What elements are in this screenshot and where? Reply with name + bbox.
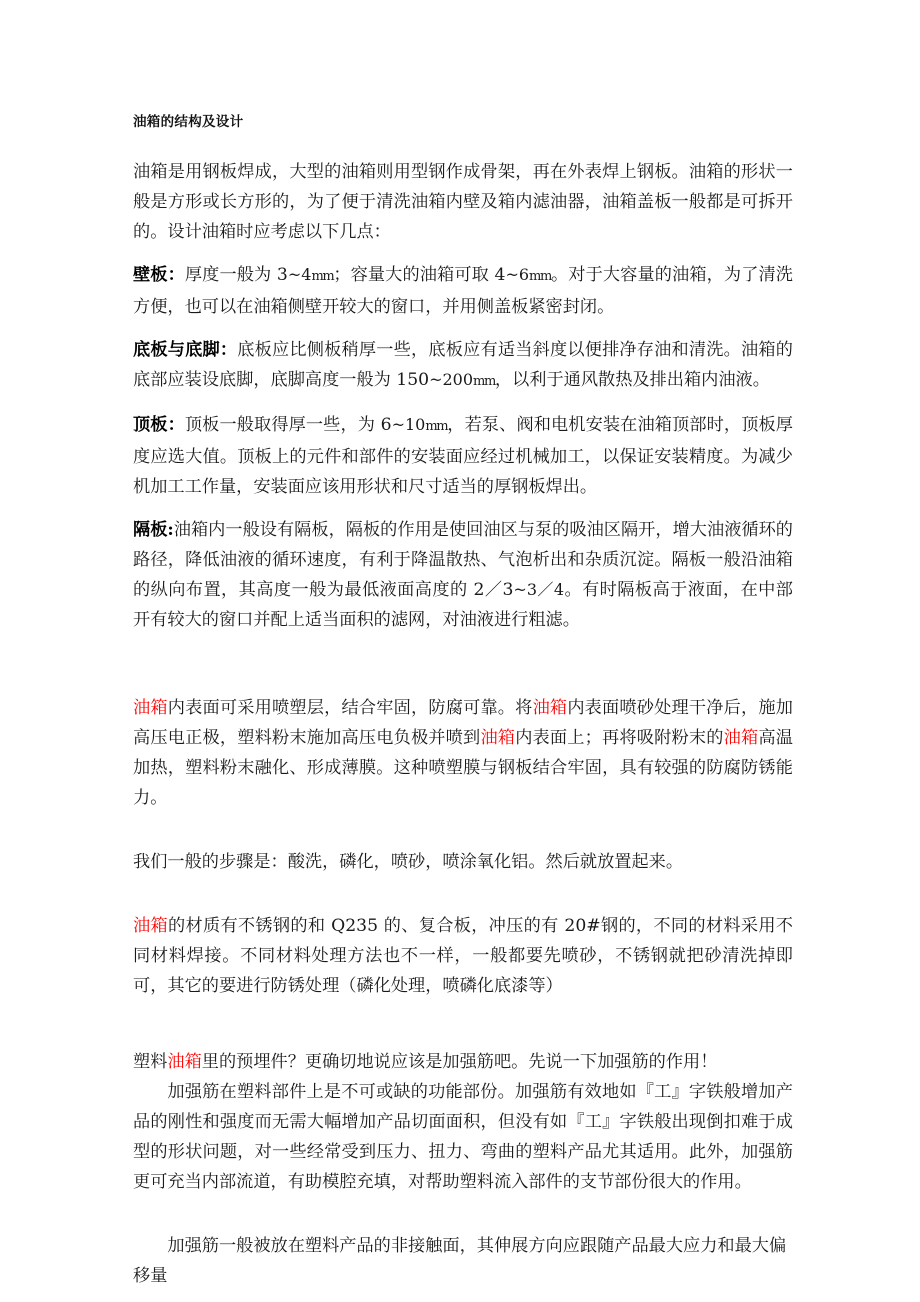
highlight-term: 油箱: [480, 728, 516, 748]
text-run: 内表面上；再将吸附粉末的: [515, 728, 724, 748]
rib-paragraph-1: 加强筋在塑料部件上是不可或缺的功能部份。加强筋有效地如『工』字铁般增加产品的刚性和强度而无需大幅增加产品切面面积，但没有如『工』字铁般出现倒扣难于成型的形状问题，对一些经常受到压力、扭力、弯曲的塑料产品尤其适用。此外，加强筋更可充当内部流道，有助模腔充填，对帮助塑料流入部件的支节部份很大的作用。: [133, 1082, 793, 1192]
tilde-2: ~: [505, 265, 519, 284]
section-body-pre: 底板应比侧板稍厚一些，底板应有适当斜度以便排净存油和清洗。油箱的底部应装设底脚，底脚高度一般为 150: [133, 340, 793, 390]
intro-paragraph: 油箱是用钢板焊成，大型的油箱则用型钢作成骨架，再在外表焊上钢板。油箱的形状一般是方形或长方形的，为了便于清洗油箱内壁及箱内滤油器，油箱盖板一般都是可拆开的。设计油箱时应考虑以下几点：: [133, 162, 793, 242]
highlight-term: 油箱: [532, 698, 568, 718]
section-heading-bottom-plate: 底板与底脚: [133, 340, 220, 360]
section-heading-wall-plate: 壁板: [133, 265, 168, 285]
rib-paragraph-2: 加强筋一般被放在塑料产品的非接触面，其伸展方向应跟随产品最大应力和最大偏移量: [133, 1236, 787, 1286]
text-run: 高温加热，塑料粉末融化、形成薄膜。这种喷塑膜与钢板结合牢固，具有较强的防腐防锈能力。: [133, 728, 793, 808]
section-top-plate: [133, 410, 793, 502]
text-run: 内表面可采用喷塑层，结合牢固，防腐可靠。将: [167, 698, 533, 718]
section-body-post: ，以利于通风散热及排出箱内油液。: [494, 370, 770, 390]
text-run: 里的预埋件？更确切地说应该是加强筋吧。先说一下加强筋的作用！: [201, 1052, 718, 1072]
section-body-pre: 油箱内一般设有隔板，隔板的作用是使回油区与泵的吸油区隔开，增大油液循环的路径，降低油液的循环速度，有利于降温散热、气泡析出和杂质沉淀。隔板一般沿油箱的纵向布置，其高度一般为最低液面高度的 2／3: [133, 520, 793, 600]
material-paragraph: [133, 911, 793, 1001]
value-2: 6: [518, 265, 530, 284]
section-baffle: [133, 515, 793, 635]
spacer: [133, 813, 793, 847]
spacer: [133, 1197, 793, 1231]
highlight-term: 油箱: [723, 728, 759, 748]
section-body-post: ，若泵、阀和电机安装在油箱顶部时，顶板厚度应选大值。顶板上的元件和部件的安装面应经过机械加工，以保证安装精度。为减少机加工工作量，安装面应该用形状和尺寸适当的厚钢板焊出。: [133, 415, 793, 497]
section-body-pre: 顶板一般取得厚一些，为 6: [184, 415, 392, 435]
spacer: [133, 635, 793, 693]
tilde-1: ~: [391, 415, 405, 434]
spacer: [133, 1001, 793, 1047]
section-colon: ：: [167, 265, 185, 285]
value-1: 4: [301, 265, 312, 284]
tilde-1: ~: [287, 265, 302, 284]
unit-mm-2: mm: [529, 269, 551, 284]
section-body-mid: ；容量大的油箱可取 4: [333, 265, 506, 285]
page-title: 油箱的结构及设计: [133, 114, 244, 130]
highlight-term: 油箱: [167, 1052, 202, 1072]
spacer: [133, 322, 793, 335]
section-body-post: 。有时隔板高于液面，在中部开有较大的窗口并配上适当面积的滤网，对油液进行粗滤。: [133, 580, 793, 630]
text-run: 的材质有不锈钢的和 Q235 的、复合板，冲压的有 20#钢的，不同的材料采用不同材料焊接。不同材料处理方法也不一样，一般都要先喷砂，不锈钢就把砂清洗掉即可，其它的要进行防锈处理（磷化处理，喷磷化底漆等）: [133, 916, 793, 996]
section-bottom-plate: [133, 335, 793, 397]
highlight-term: 油箱: [133, 916, 168, 936]
spray-coating-paragraph: [133, 693, 793, 813]
spacer: [133, 247, 793, 260]
section-colon: ：: [219, 340, 238, 360]
unit-mm-1: mm: [425, 419, 448, 434]
section-colon: ：: [167, 415, 185, 435]
spacer: [133, 132, 793, 157]
tilde-1: ~: [513, 580, 527, 599]
spacer: [133, 397, 793, 410]
spacer: [133, 502, 793, 515]
value-1: 3／4: [526, 580, 565, 599]
section-heading-top-plate: 顶板: [133, 415, 168, 435]
steps-paragraph: 我们一般的步骤是：酸洗，磷化，喷砂，喷涂氧化铝。然后就放置起来。: [133, 852, 684, 872]
tilde-1: ~: [429, 370, 443, 389]
text-run: 塑料: [133, 1052, 168, 1072]
unit-mm-1: mm: [473, 374, 495, 389]
section-body-pre: 厚度一般为 3: [184, 265, 288, 285]
section-body-post: 。对于大容量的油箱，为了清洗方便，也可以在油箱侧壁开较大的窗口，并用侧盖板紧密封闭。: [133, 265, 793, 317]
spacer: [133, 877, 793, 911]
value-1: 10: [404, 415, 426, 434]
unit-mm-1: mm: [311, 269, 334, 284]
text-run: 内表面喷砂处理干净后，施加高压电正极，塑料粉末施加高压电负极并喷到: [133, 698, 793, 748]
plastic-tank-paragraph: [133, 1047, 793, 1077]
value-1: 200: [442, 370, 474, 389]
section-colon: :: [167, 520, 174, 540]
section-wall-plate: [133, 260, 793, 322]
highlight-term: 油箱: [133, 698, 168, 718]
document-body: [133, 112, 793, 1291]
section-heading-baffle: 隔板: [133, 520, 168, 540]
